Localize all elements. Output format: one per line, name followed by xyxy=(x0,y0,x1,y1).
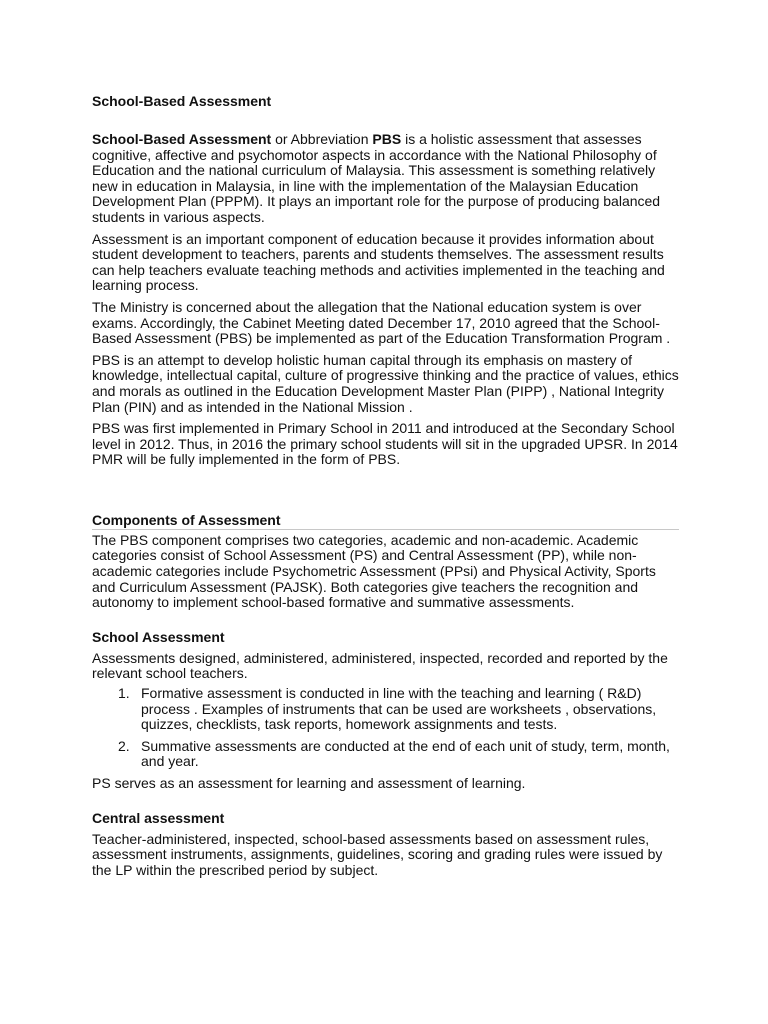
intro-paragraph xyxy=(92,132,682,226)
section-spacer xyxy=(92,474,682,512)
central-assessment-paragraph: Teacher-administered, inspected, school-based assessments based on assessment rules, assessment instruments, assignments, guidelines, scoring and grading rules were issued by the LP within the prescribed period by subject. xyxy=(92,830,663,878)
list-item-text: Formative assessment is conducted in line with the teaching and learning ( R&D) process . Examples of instruments that can be used are worksheets , observations, quizzes, checklists, task reports, homework assignments and tests. xyxy=(141,685,657,733)
paragraph: PBS was first implemented in Primary School in 2011 and introduced at the Secondary School level in 2012. Thus, in 2016 the primary school students will sit in the upgraded UPSR. In 2014 PMR will be fully implemented in the form of PBS. xyxy=(92,420,678,468)
paragraph: PBS is an attempt to develop holistic human capital through its emphasis on mastery of knowledge, intellectual capital, culture of progressive thinking and the practice of values, ethics and morals as outlined in the Education Development Master Plan (PIPP) , National Integrity Plan (PIN) and as intended in the National Mission . xyxy=(92,351,679,415)
school-assessment-heading: School Assessment xyxy=(92,628,225,645)
intro-mid: or Abbreviation xyxy=(271,131,373,147)
page-title: School-Based Assessment xyxy=(92,93,272,109)
intro-term: School-Based Assessment xyxy=(92,131,272,147)
school-assessment-paragraph: Assessments designed, administered, administered, inspected, recorded and reported by the relevant school teachers. xyxy=(92,649,668,682)
paragraph: Assessment is an important component of education because it provides information about student development to teachers, parents and students themselves. The assessment results can help teachers evaluate teaching methods and activities implemented in the teaching and learning process. xyxy=(92,230,665,294)
list-item xyxy=(92,686,682,733)
intro-rest: is a holistic assessment that assesses cognitive, affective and psychomotor aspects in accordance with the National Philosophy of Education and the national curriculum of Malaysia. This assessment is something relatively new in education in Malaysia, in line with the implementation of the Malaysian Education Development Plan (PPPM). It plays an important role for the purpose of producing balanced students in various aspects. xyxy=(92,131,661,225)
list-item-text: Summative assessments are conducted at the end of each unit of study, term, month, and year. xyxy=(141,737,670,770)
list-item xyxy=(92,739,682,770)
components-heading: Components of Assessment xyxy=(92,512,679,530)
central-assessment-heading: Central assessment xyxy=(92,809,225,826)
school-assessment-closing: PS serves as an assessment for learning and assessment of learning. xyxy=(92,775,526,791)
intro-abbr: PBS xyxy=(372,131,402,147)
list-item-number: 1. xyxy=(118,685,130,702)
school-assessment-list xyxy=(92,686,682,770)
list-item-number: 2. xyxy=(118,737,130,754)
components-paragraph: The PBS component comprises two categories, academic and non-academic. Academic categories consist of School Assessment (PS) and Central Assessment (PP), while non-academic categories include Psychometric Assessment (PPsi) and Physical Activity, Sports and Curriculum Assessment (PAJSK). Both categories give teachers the recognition and autonomy to implement school-based formative and summative assessments. xyxy=(92,531,656,611)
document-body xyxy=(92,93,682,878)
paragraph: The Ministry is concerned about the allegation that the National education system is over exams. Accordingly, the Cabinet Meeting dated December 17, 2010 agreed that the School-Based Assessment (PBS) be implemented as part of the Education Transformation Program . xyxy=(92,298,671,347)
